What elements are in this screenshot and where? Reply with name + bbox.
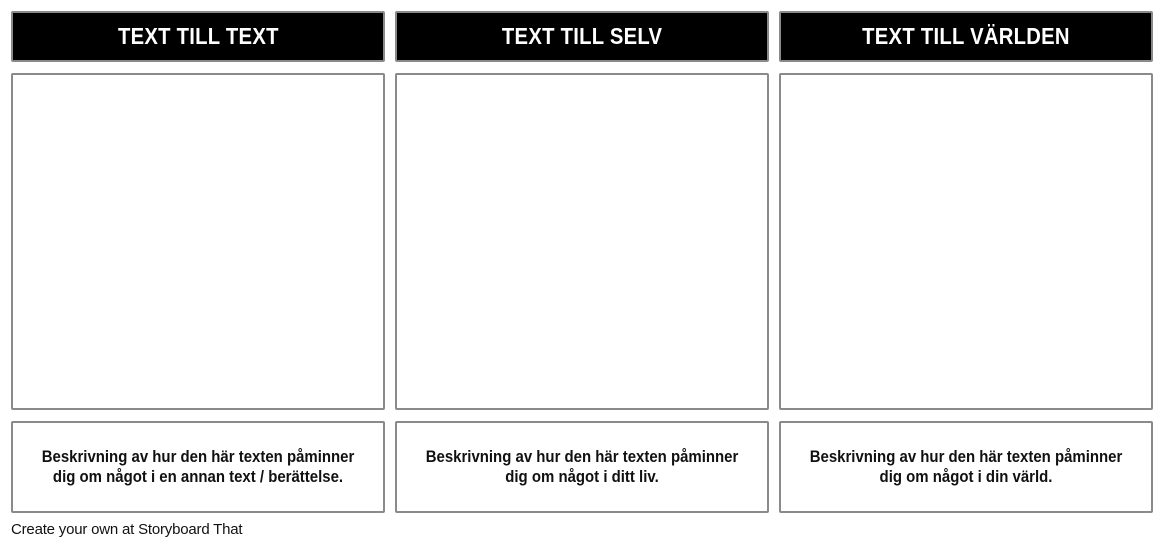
cell-description[interactable] (395, 421, 769, 513)
cell-description-text: Beskrivning av hur den här texten påminner dig om något i ditt liv. (425, 447, 739, 486)
column-header (395, 11, 769, 62)
storyboard-credit-link[interactable]: Create your own at Storyboard That (11, 521, 243, 538)
cell-description[interactable] (11, 421, 385, 513)
column-header-label: TEXT TILL VÄRLDEN (862, 23, 1070, 49)
storyboard-cell[interactable] (11, 73, 385, 410)
cell-description-text: Beskrivning av hur den här texten påminner dig om något i en annan text / berättelse. (41, 447, 355, 486)
column-header (779, 11, 1153, 62)
cell-description-text: Beskrivning av hur den här texten påminner dig om något i din värld. (809, 447, 1123, 486)
column-header-label: TEXT TILL TEXT (117, 23, 279, 49)
storyboard-cell[interactable] (779, 73, 1153, 410)
column-header-label: TEXT TILL SELV (501, 23, 663, 49)
column-header (11, 11, 385, 62)
cell-description[interactable] (779, 421, 1153, 513)
storyboard-cell[interactable] (395, 73, 769, 410)
